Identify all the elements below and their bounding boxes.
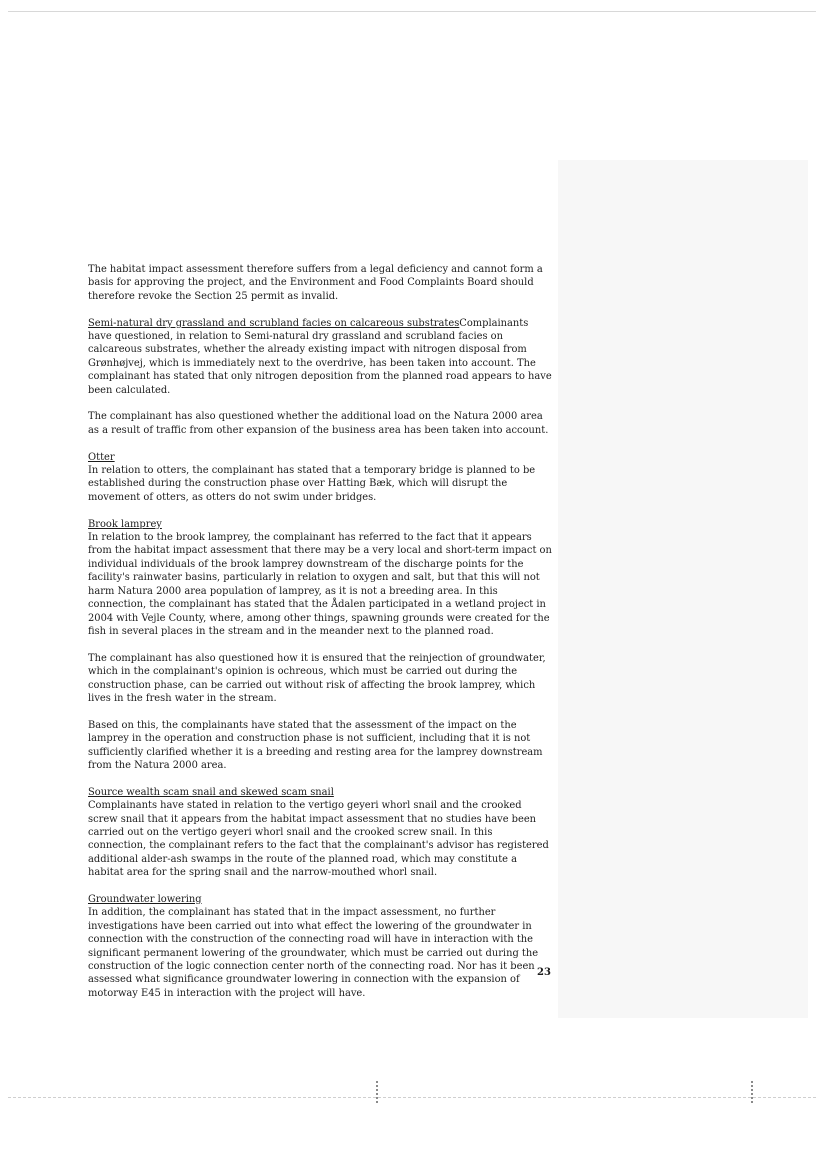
section-heading-snails: Source wealth scam snail and skewed scam snail [88, 786, 334, 798]
scan-shading [558, 160, 808, 1018]
section-heading-grassland: Semi-natural dry grassland and scrubland facies on calcareous substrates [88, 317, 460, 329]
paragraph-intro [88, 263, 552, 303]
section-heading-groundwater: Groundwater lowering [88, 893, 202, 905]
page-number: 23 [537, 967, 551, 978]
paragraph-reinjection [88, 652, 552, 706]
section-heading-brook-lamprey: Brook lamprey [88, 518, 162, 530]
document-body [88, 263, 552, 1014]
paragraph-text: Complainants have questioned, in relation to Semi-natural dry grassland and scrubland facies on calcareous substrates, whether the already existing impact with nitrogen disposal from Grønhøjvej, which is immediately next to the overdrive, has been taken into account. The complainant has stated that only nitrogen deposition from the planned road appears to have been calculated. [88, 317, 552, 396]
paragraph-text: In relation to otters, the complainant has stated that a temporary bridge is planned to be established during the construction phase over Hatting Bæk, which will disrupt the movement of otters, as otters do not swim under bridges. [88, 465, 536, 503]
paragraph-text: In addition, the complainant has stated that in the impact assessment, no further investigations have been carried out into what effect the lowering of the groundwater in connection with the construction of the connecting road will have in interaction with the significant permanent lowering of the groundwater, which must be carried out during the construction of the logic connection center north of the connecting road. Nor has it been assessed what significance groundwater lowering in connection with the expansion of motorway E45 in interaction with the project will have. [88, 907, 539, 999]
scan-mark-right [751, 1081, 755, 1103]
top-scan-rule [8, 11, 816, 12]
paragraph-text: The complainant has also questioned whether the additional load on the Natura 2000 area as a result of traffic from other expansion of the business area has been taken into account. [88, 411, 549, 436]
bottom-scan-rule [8, 1097, 816, 1099]
paragraph-text: The habitat impact assessment therefore suffers from a legal deficiency and cannot form a basis for approving the project, and the Environment and Food Complaints Board should therefore revoke the Section 25 permit as invalid. [88, 264, 543, 302]
paragraph-natura-load [88, 410, 552, 437]
paragraph-groundwater [88, 893, 552, 1000]
paragraph-brook-lamprey [88, 518, 552, 639]
paragraph-otter [88, 451, 552, 505]
paragraph-grassland [88, 317, 552, 397]
paragraph-snails [88, 786, 552, 880]
section-heading-otter: Otter [88, 451, 115, 463]
paragraph-text: In relation to the brook lamprey, the complainant has referred to the fact that it appears from the habitat impact assessment that there may be a very local and short-term impact on individual individuals of the brook lamprey downstream of the discharge points for the facility's rainwater basins, particularly in relation to oxygen and salt, but that this will not harm Natura 2000 area population of lamprey, as it is not a breeding area. In this connection, the complainant has stated that the Ådalen participated in a wetland project in 2004 with Vejle County, where, among other things, spawning grounds were created for the fish in several places in the stream and in the meander next to the planned road. [88, 532, 552, 637]
paragraph-text: Complainants have stated in relation to the vertigo geyeri whorl snail and the crooked screw snail that it appears from the habitat impact assessment that no studies have been carried out on the vertigo geyeri whorl snail and the crooked screw snail. In this connection, the complainant refers to the fact that the complainant's advisor has registered additional alder-ash swamps in the route of the planned road, which may constitute a habitat area for the spring snail and the narrow-mouthed whorl snail. [88, 800, 549, 879]
paragraph-text: Based on this, the complainants have stated that the assessment of the impact on the lamprey in the operation and construction phase is not sufficient, including that it is not sufficiently clarified whether it is a breeding and resting area for the lamprey downstream from the Natura 2000 area. [88, 719, 543, 771]
paragraph-text: The complainant has also questioned how it is ensured that the reinjection of groundwater, which in the complainant's opinion is ochreous, which must be carried out during the construction phase, can be carried out without risk of affecting the brook lamprey, which lives in the fresh water in the stream. [88, 652, 546, 704]
scan-mark-left [376, 1081, 380, 1103]
paragraph-lamprey-assessment [88, 719, 552, 773]
